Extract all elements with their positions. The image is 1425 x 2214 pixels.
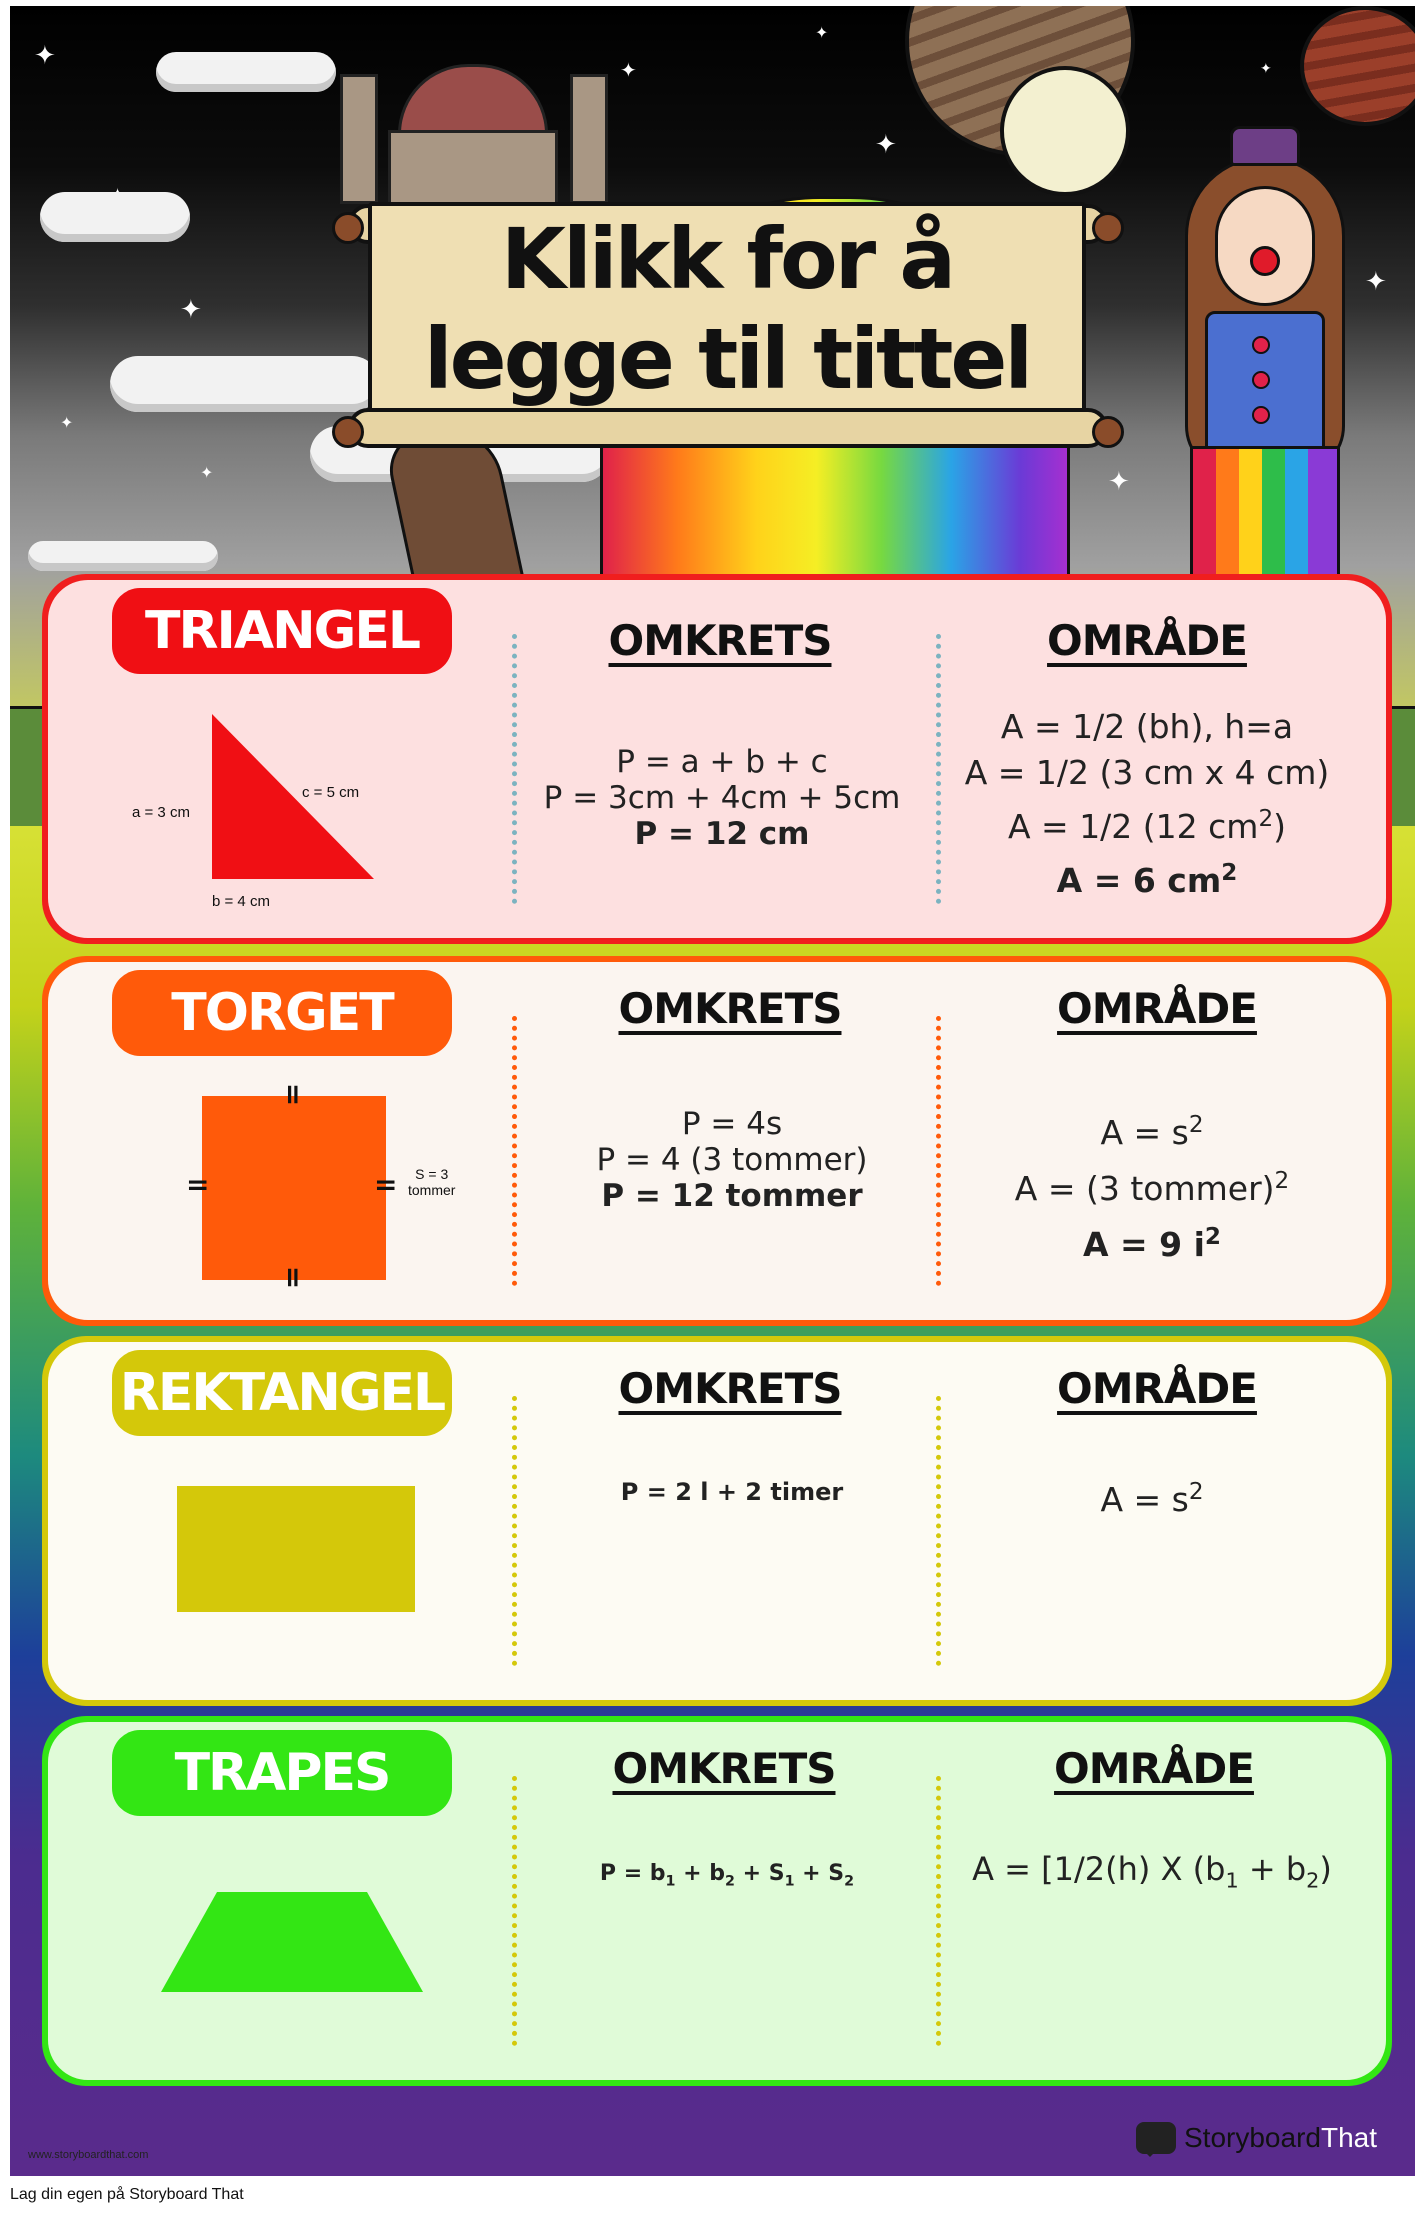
- rectangle-shape: [177, 1486, 415, 1612]
- divider: [936, 1776, 941, 2046]
- tick-mark-icon: =: [277, 1082, 311, 1107]
- perimeter-formula: [512, 1474, 952, 1510]
- area-formula: [927, 704, 1367, 904]
- area-header: OMRÅDE: [1057, 984, 1257, 1033]
- cloud: [28, 541, 218, 571]
- formula-line: A = 9 $i^2$: [1082, 1224, 1221, 1264]
- formula-line: P = 12 cm: [634, 816, 810, 852]
- perimeter-header: OMKRETS: [618, 1364, 842, 1413]
- card-title: TRAPES: [112, 1730, 452, 1816]
- castle-dome: [398, 64, 548, 134]
- castle-tower: [570, 74, 608, 204]
- area-formula: [932, 1474, 1372, 1518]
- trapezoid-shape: [157, 1888, 427, 1998]
- clown-button: [1252, 371, 1270, 389]
- scroll-roll-bottom: [348, 408, 1108, 448]
- castle: [340, 64, 640, 214]
- card-title: TRIANGEL: [112, 588, 452, 674]
- star-icon: ✦: [620, 60, 637, 82]
- formula-line: A = (3 tommer)$^2$: [1014, 1168, 1290, 1208]
- clown-button: [1252, 406, 1270, 424]
- moon-icon: [1000, 66, 1130, 196]
- planet-icon: [1300, 6, 1415, 126]
- area-formula: [922, 1851, 1382, 1898]
- formula-line: A = 1/2 (bh), h=a: [1000, 707, 1294, 746]
- formula-line: P = 4 (3 tommer): [596, 1142, 868, 1178]
- title-line: Klikk for å: [500, 210, 954, 308]
- card-rectangle: [42, 1336, 1392, 1706]
- formula-line: A = 1/2 (12 $cm^2$): [1007, 806, 1287, 846]
- tick-mark-icon: =: [277, 1265, 311, 1290]
- cloud: [40, 192, 190, 242]
- logo-word: Storyboard: [1184, 2122, 1321, 2153]
- divider: [512, 1776, 517, 2046]
- area-formula: [932, 1101, 1372, 1269]
- formula-line: P = 12 tommer: [601, 1178, 863, 1214]
- formula-line: P = 4s: [681, 1106, 783, 1142]
- area-header: OMRÅDE: [1054, 1744, 1254, 1793]
- side-c-label: c = 5 cm: [302, 784, 360, 801]
- star-icon: ✦: [200, 465, 214, 482]
- formula-line: A = 1/2 (3 cm x 4 cm): [964, 753, 1330, 792]
- divider: [512, 1396, 517, 1666]
- star-icon: ✦: [1108, 466, 1130, 496]
- cloud: [110, 356, 380, 412]
- perimeter-formula: [507, 1856, 947, 1899]
- formula-line: $A = s^2$: [1100, 1479, 1204, 1519]
- clown-character: [1170, 126, 1360, 626]
- card-triangle: [42, 574, 1392, 944]
- title-line: legge til tittel: [423, 310, 1031, 408]
- card-square: [42, 956, 1392, 1326]
- card-trapezoid: [42, 1716, 1392, 2086]
- area-header: OMRÅDE: [1047, 616, 1247, 665]
- title-scroll[interactable]: [368, 202, 1086, 416]
- tick-mark-icon: =: [186, 1168, 210, 1201]
- perimeter-formula: [512, 1106, 952, 1214]
- star-icon: ✦: [1365, 266, 1387, 296]
- perimeter-formula: [502, 744, 942, 852]
- formula-line: P = 2 l + 2 timer: [620, 1478, 844, 1506]
- bottom-caption-link[interactable]: Lag din egen på Storyboard That: [10, 2186, 244, 2203]
- storyboardthat-logo[interactable]: [1136, 2122, 1377, 2154]
- clown-nose: [1250, 246, 1280, 276]
- card-title: TORGET: [112, 970, 452, 1056]
- square-shape: [202, 1096, 386, 1280]
- perimeter-header: OMKRETS: [612, 1744, 836, 1793]
- speech-bubble-icon: [1136, 2122, 1176, 2154]
- logo-word: That: [1320, 2122, 1377, 2153]
- area-header: OMRÅDE: [1057, 1364, 1257, 1413]
- card-title: REKTANGEL: [112, 1350, 452, 1436]
- clown-button: [1252, 336, 1270, 354]
- clown-hat: [1230, 126, 1300, 166]
- side-a-label: a = 3 cm: [132, 804, 190, 821]
- formula-line: $P = b_1 + b_2 + S_1 + S_2$: [599, 1861, 855, 1890]
- formula-line: P = a + b + c: [616, 744, 828, 780]
- star-icon: ✦: [875, 129, 897, 159]
- perimeter-header: OMKRETS: [608, 616, 832, 665]
- cloud: [156, 52, 336, 92]
- star-icon: ✦: [1260, 60, 1272, 76]
- side-label: S = 3 tommer: [408, 1166, 456, 1198]
- formula-line: P = 3cm + 4cm + 5cm: [543, 780, 901, 816]
- page-title[interactable]: [372, 209, 1082, 409]
- side-b-label: b = 4 cm: [212, 893, 270, 910]
- divider: [936, 1396, 941, 1666]
- tick-mark-icon: =: [374, 1168, 398, 1201]
- formula-line: A = 6 $cm^2$: [1056, 860, 1238, 900]
- formula-line: $A = s^2$: [1100, 1112, 1204, 1152]
- star-icon: ✦: [815, 25, 829, 42]
- star-icon: ✦: [34, 40, 56, 70]
- star-icon: ✦: [180, 294, 202, 324]
- footer-url: www.storyboardthat.com: [28, 2149, 149, 2161]
- perimeter-header: OMKRETS: [618, 984, 842, 1033]
- poster: [10, 6, 1415, 2176]
- formula-line: A = [1/2(h) X $(b_1 + b_2)$: [972, 1850, 1332, 1893]
- star-icon: ✦: [60, 415, 74, 432]
- castle-tower: [340, 74, 378, 204]
